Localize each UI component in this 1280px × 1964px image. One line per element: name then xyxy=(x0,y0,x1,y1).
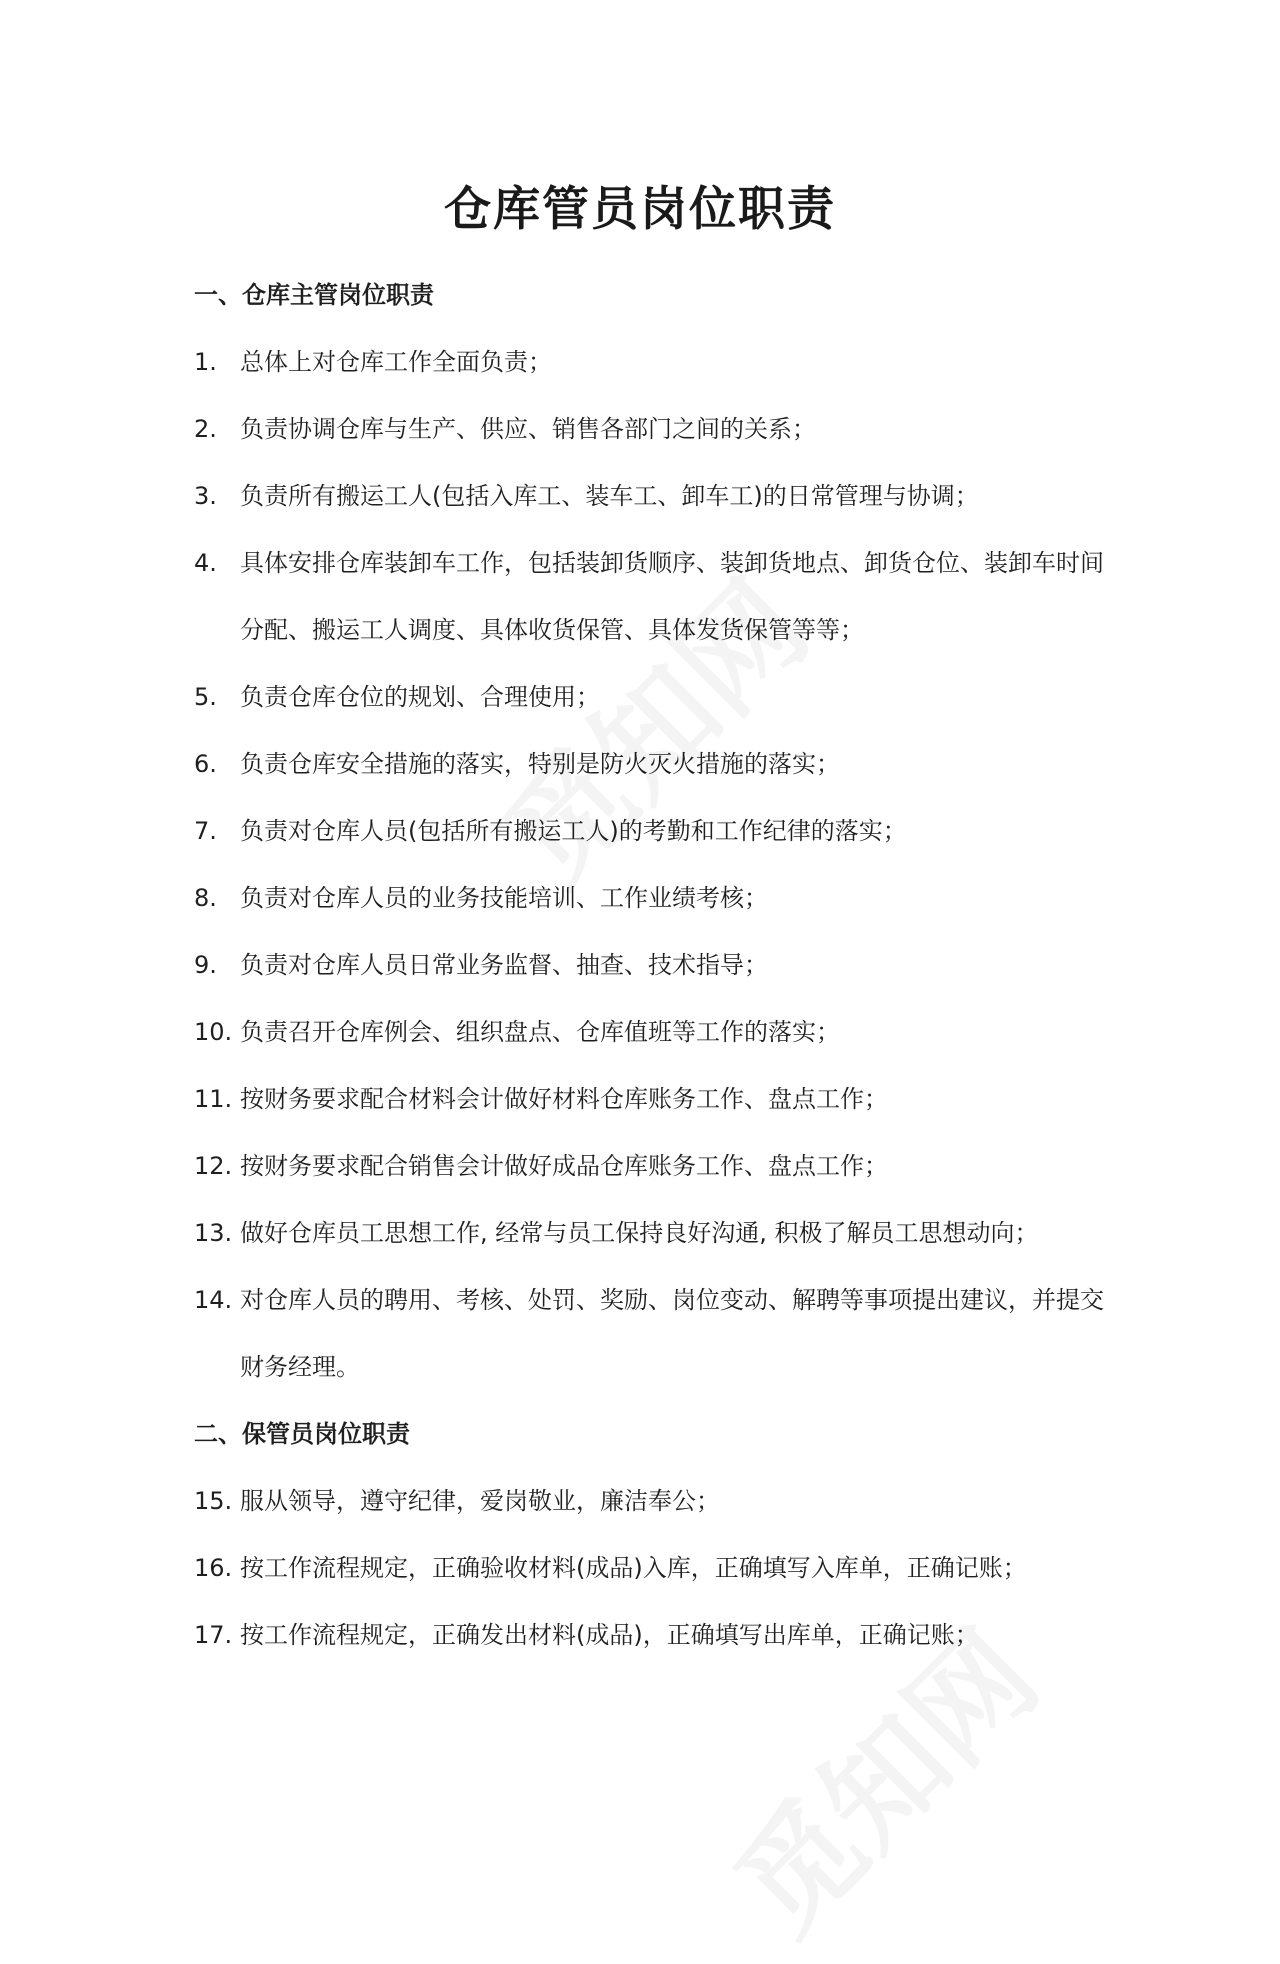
list-item xyxy=(194,1133,1104,1200)
item-number: 9. xyxy=(194,951,217,979)
list-item xyxy=(194,396,1104,463)
item-number: 2. xyxy=(194,415,217,443)
document-title: 仓库管员岗位职责 xyxy=(444,182,836,237)
list-item xyxy=(194,1602,1104,1669)
list-item xyxy=(194,1468,1104,1535)
item-text: 负责召开仓库例会、组织盘点、仓库值班等工作的落实； xyxy=(240,1018,840,1046)
item-number: 12. xyxy=(194,1152,233,1180)
item-text: 负责协调仓库与生产、供应、销售各部门之间的关系； xyxy=(240,415,816,443)
item-number: 16. xyxy=(194,1554,233,1582)
list-item xyxy=(194,1267,1104,1401)
list-item xyxy=(194,798,1104,865)
list-item xyxy=(194,1200,1104,1267)
list-item xyxy=(194,1535,1104,1602)
item-text: 负责仓库仓位的规划、合理使用； xyxy=(240,683,600,711)
item-text: 做好仓库员工思想工作, 经常与员工保持良好沟通, 积极了解员工思想动向； xyxy=(240,1219,1039,1247)
item-text: 按财务要求配合销售会计做好成品仓库账务工作、盘点工作； xyxy=(240,1152,888,1180)
item-number: 17. xyxy=(194,1621,233,1649)
list-item xyxy=(194,329,1104,396)
item-number: 7. xyxy=(194,817,217,845)
list-item xyxy=(194,664,1104,731)
item-text: 按工作流程规定，正确验收材料(成品)入库，正确填写入库单，正确记账； xyxy=(240,1554,1027,1582)
item-text: 按财务要求配合材料会计做好材料仓库账务工作、盘点工作； xyxy=(240,1085,888,1113)
item-text: 负责对仓库人员日常业务监督、抽查、技术指导； xyxy=(240,951,768,979)
item-text: 负责对仓库人员的业务技能培训、工作业绩考核； xyxy=(240,884,768,912)
list-item xyxy=(194,932,1104,999)
list-item xyxy=(194,463,1104,530)
list-item xyxy=(194,1066,1104,1133)
item-number: 5. xyxy=(194,683,217,711)
item-number: 13. xyxy=(194,1219,233,1247)
item-text: 服从领导，遵守纪律，爱岗敬业，廉洁奉公； xyxy=(240,1487,720,1515)
item-text: 总体上对仓库工作全面负责； xyxy=(240,348,552,376)
item-text: 具体安排仓库装卸车工作，包括装卸货顺序、装卸货地点、卸货仓位、装卸车时间分配、搬运工人调度、具体收货保管、具体发货保管等等； xyxy=(240,549,1104,644)
item-number: 14. xyxy=(194,1286,233,1314)
item-number: 11. xyxy=(194,1085,233,1113)
list-item xyxy=(194,530,1104,664)
item-number: 6. xyxy=(194,750,217,778)
section-heading-supervisor: 一、仓库主管岗位职责 xyxy=(194,281,434,309)
item-number: 1. xyxy=(194,348,217,376)
item-number: 4. xyxy=(194,549,217,577)
list-item xyxy=(194,999,1104,1066)
list-item xyxy=(194,731,1104,798)
document-body xyxy=(194,262,1104,1669)
item-number: 3. xyxy=(194,482,217,510)
item-text: 对仓库人员的聘用、考核、处罚、奖励、岗位变动、解聘等事项提出建议，并提交财务经理。 xyxy=(240,1286,1104,1381)
item-text: 负责仓库安全措施的落实，特别是防火灭火措施的落实； xyxy=(240,750,840,778)
item-text: 按工作流程规定，正确发出材料(成品)，正确填写出库单，正确记账； xyxy=(240,1621,979,1649)
item-text: 负责所有搬运工人(包括入库工、装车工、卸车工)的日常管理与协调； xyxy=(240,482,979,510)
item-number: 8. xyxy=(194,884,217,912)
item-number: 10. xyxy=(194,1018,233,1046)
list-item xyxy=(194,865,1104,932)
item-text: 负责对仓库人员(包括所有搬运工人)的考勤和工作纪律的落实； xyxy=(240,817,907,845)
item-number: 15. xyxy=(194,1487,233,1515)
section-heading-storekeeper: 二、保管员岗位职责 xyxy=(194,1420,410,1448)
